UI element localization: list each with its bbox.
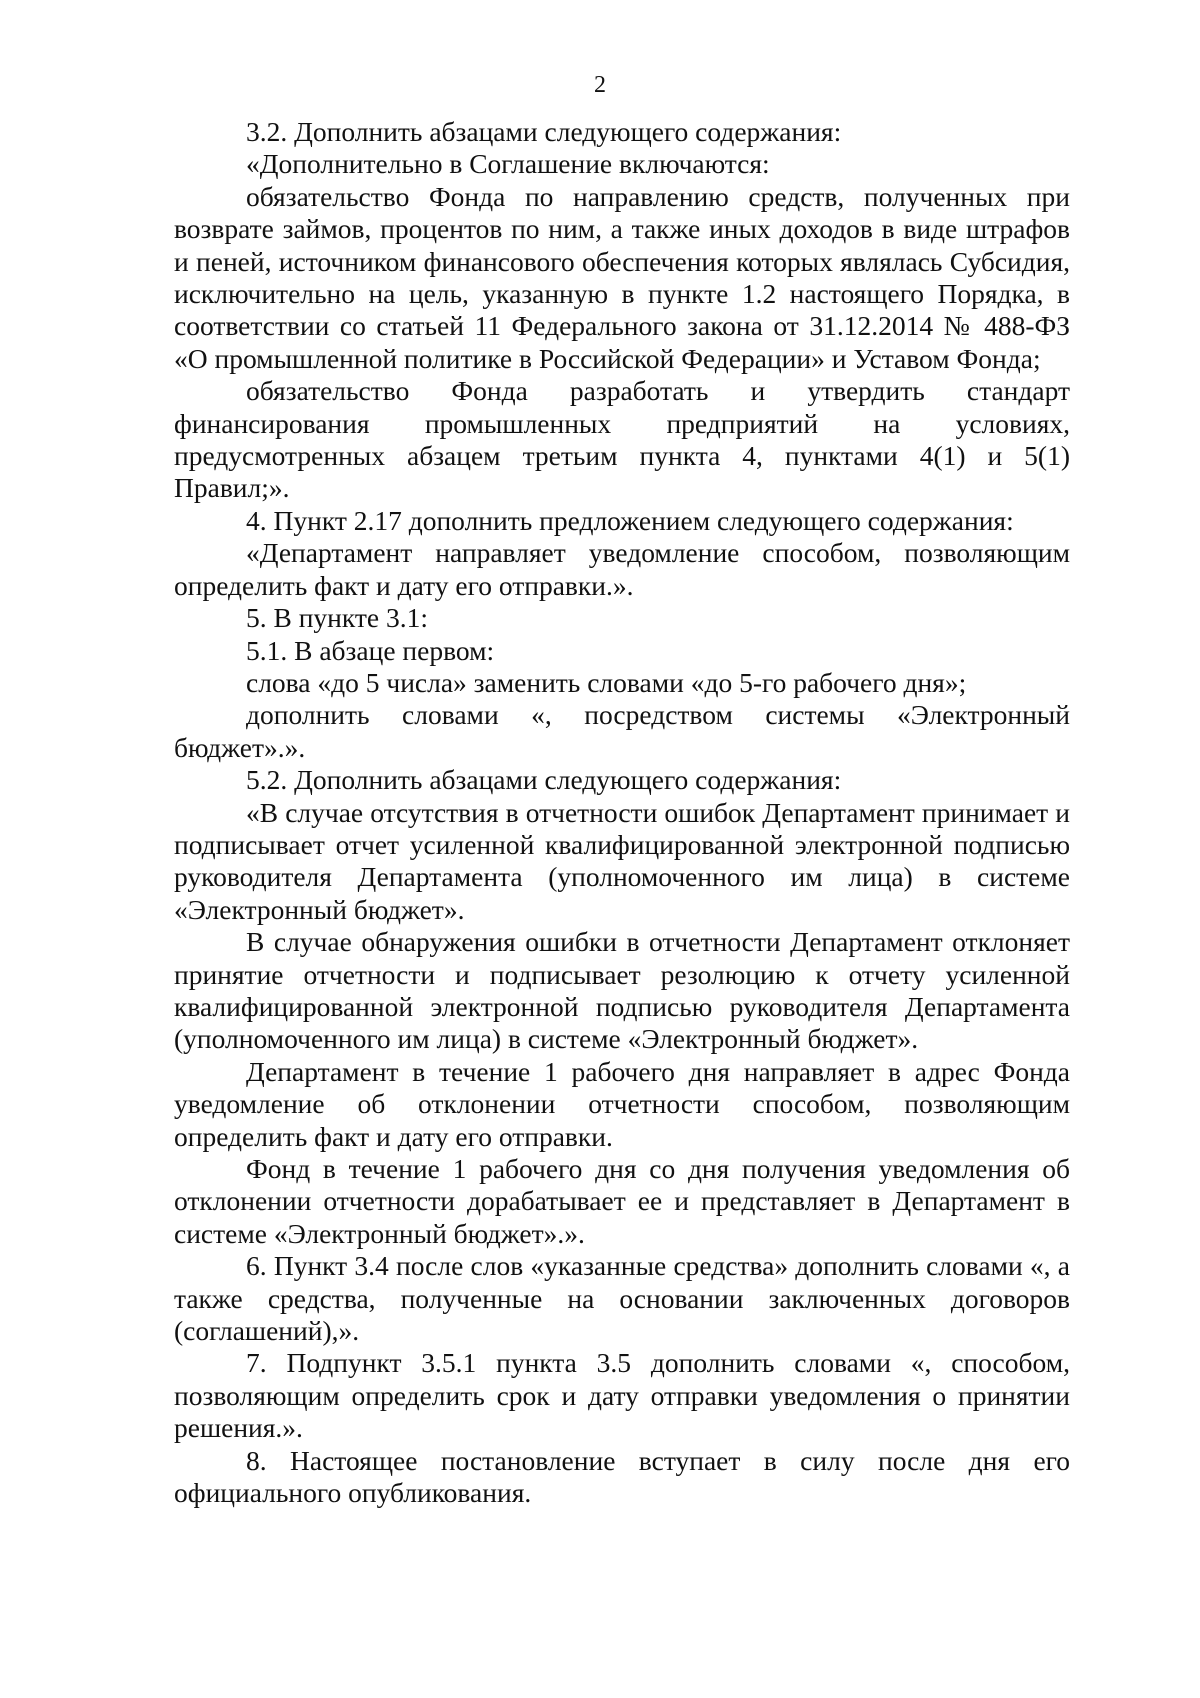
paragraph-8: 8. Настоящее постановление вступает в силу после дня его официального опубликования.	[174, 1444, 1070, 1509]
paragraph-agreement-intro: «Дополнительно в Соглашение включаются:	[246, 148, 770, 180]
paragraph-6: 6. Пункт 3.4 после слов «указанные средства» дополнить словами «, а также средства, полученные на основании заключенных договоров (соглашений),».	[174, 1250, 1070, 1347]
paragraph-7: 7. Подпункт 3.5.1 пункта 3.5 дополнить словами «, способом, позволяющим определить срок и дату отправки уведомления о принятии решения.».	[174, 1347, 1070, 1444]
page-number: 2	[594, 72, 606, 98]
paragraph-fund-obligation-funds: обязательство Фонда по направлению средств, полученных при возврате займов, процентов по ним, а также иных доходов в виде штрафов и пеней, источником финансового обеспечения которых являлась Субсидия, исключительно на цель, указанную в пункте 1.2 настоящего Порядка, в соответствии со статьей 11 Федерального закона от 31.12.2014 № 488-ФЗ «О промышленной политике в Российской Федерации» и Уставом Фонда;	[174, 180, 1070, 374]
paragraph-add-words-budget: дополнить словами «, посредством системы «Электронный бюджет».».	[174, 699, 1070, 763]
paragraph-5-2-heading: 5.2. Дополнить абзацами следующего содержания:	[246, 764, 842, 796]
paragraph-3-2-heading: 3.2. Дополнить абзацами следующего содержания:	[246, 116, 842, 147]
paragraph-department-notice: «Департамент направляет уведомление способом, позволяющим определить факт и дату его отправки.».	[174, 537, 1070, 601]
paragraph-4-heading: 4. Пункт 2.17 дополнить предложением следующего содержания:	[246, 504, 1014, 536]
paragraph-rejection-notice: Департамент в течение 1 рабочего дня направляет в адрес Фонда уведомление об отклонении отчетности способом, позволяющим определить факт и дату его отправки.	[174, 1055, 1070, 1152]
paragraph-no-errors: «В случае отсутствия в отчетности ошибок Департамент принимает и подписывает отчет усиленной квалифицированной электронной подписью руководителя Департамента (уполномоченного им лица) в системе «Электронный бюджет».	[174, 796, 1070, 925]
paragraph-5-1-heading: 5.1. В абзаце первом:	[246, 634, 495, 666]
paragraph-fund-obligation-standard: обязательство Фонда разработать и утвердить стандарт финансирования промышленных предприятий на условиях, предусмотренных абзацем третьим пункта 4, пунктами 4(1) и 5(1) Правил;».	[174, 375, 1070, 504]
paragraph-fund-rework: Фонд в течение 1 рабочего дня со дня получения уведомления об отклонении отчетности дорабатывает ее и представляет в Департамент в системе «Электронный бюджет».».	[174, 1153, 1070, 1249]
document-body	[174, 116, 1070, 1509]
paragraph-5-heading: 5. В пункте 3.1:	[246, 602, 429, 634]
paragraph-replace-words: слова «до 5 числа» заменить словами «до 5-го рабочего дня»;	[246, 666, 967, 698]
paragraph-errors-found: В случае обнаружения ошибки в отчетности Департамент отклоняет принятие отчетности и подписывает резолюцию к отчету усиленной квалифицированной электронной подписью руководителя Департамента (уполномоченного им лица) в системе «Электронный бюджет».	[174, 926, 1070, 1055]
